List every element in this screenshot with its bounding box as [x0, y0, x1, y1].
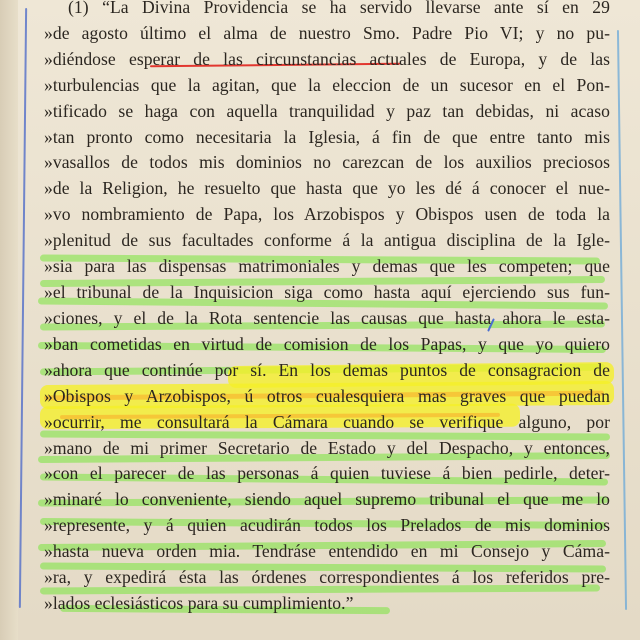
text-line: »ahora que continúe por sí. En los demas puntos de consagracion de [44, 359, 610, 380]
text-line: (1) “La Divina Providencia se ha servido llevarse ante sí en 29 [68, 0, 610, 17]
text-line: »represente, y á quien acudirán todos los Prelados de mis dominios [44, 515, 610, 536]
text-line: »mano de mi primer Secretario de Estado y del Despacho, y entonces, [44, 437, 610, 458]
text-line: »vo nombramiento de Papa, los Arzobispos y Obispos usen de toda la [44, 204, 610, 225]
text-line: »ra, y expedirá ésta las órdenes correspondientes á los referidos pre- [44, 567, 610, 588]
text-line: »tificado se haga con aquella tranquilidad y paz tan debidas, ni acaso [44, 100, 610, 121]
text-line: »ciones, y el de la Rota sentencie las causas que hasta ahora le esta- [44, 307, 610, 328]
text-line: »plenitud de sus facultades conforme á la antigua disciplina de la Igle- [44, 230, 610, 251]
text-line: »de agosto último el alma de nuestro Smo. Padre Pio VI; y no pu- [44, 22, 610, 43]
text-line: »ocurrir, me consultará la Cámara cuando se verifique alguno, por [44, 411, 610, 432]
text-line: »diéndose esperar de las circunstancias actuales de Europa, y de las [44, 48, 610, 69]
text-line: »minaré lo conveniente, siendo aquel supremo tribunal el que me lo [44, 489, 610, 510]
text-line: »tan pronto como necesitaria la Iglesia, á fin de que entre tanto mis [44, 126, 610, 147]
text-line: »sia para las dispensas matrimoniales y demas que les competen; que [44, 256, 610, 277]
text-line: »ban cometidas en virtud de comision de los Papas, y que yo quiero [44, 333, 610, 354]
text-line: »el tribunal de la Inquisicion siga como hasta aquí ejerciendo sus fun- [44, 282, 610, 303]
text-line: »con el parecer de las personas á quien tuviese á bien pedirle, deter- [44, 463, 610, 484]
text-line: »Obispos y Arzobispos, ú otros cualesquiera mas graves que puedan [44, 385, 610, 406]
text-line: »de la Religion, he resuelto que hasta que yo les dé á conocer el nue- [44, 178, 610, 199]
text-line: »vasallos de todos mis dominios no carezcan de los auxilios preciosos [44, 152, 610, 173]
text-line: »lados eclesiásticos para su cumplimiento.” [44, 593, 354, 613]
text-line: »turbulencias que la agitan, que la eleccion de un sucesor en el Pon- [44, 74, 610, 95]
text-line: »hasta nueva orden mia. Tendráse entendido en mi Consejo y Cáma- [44, 541, 610, 562]
